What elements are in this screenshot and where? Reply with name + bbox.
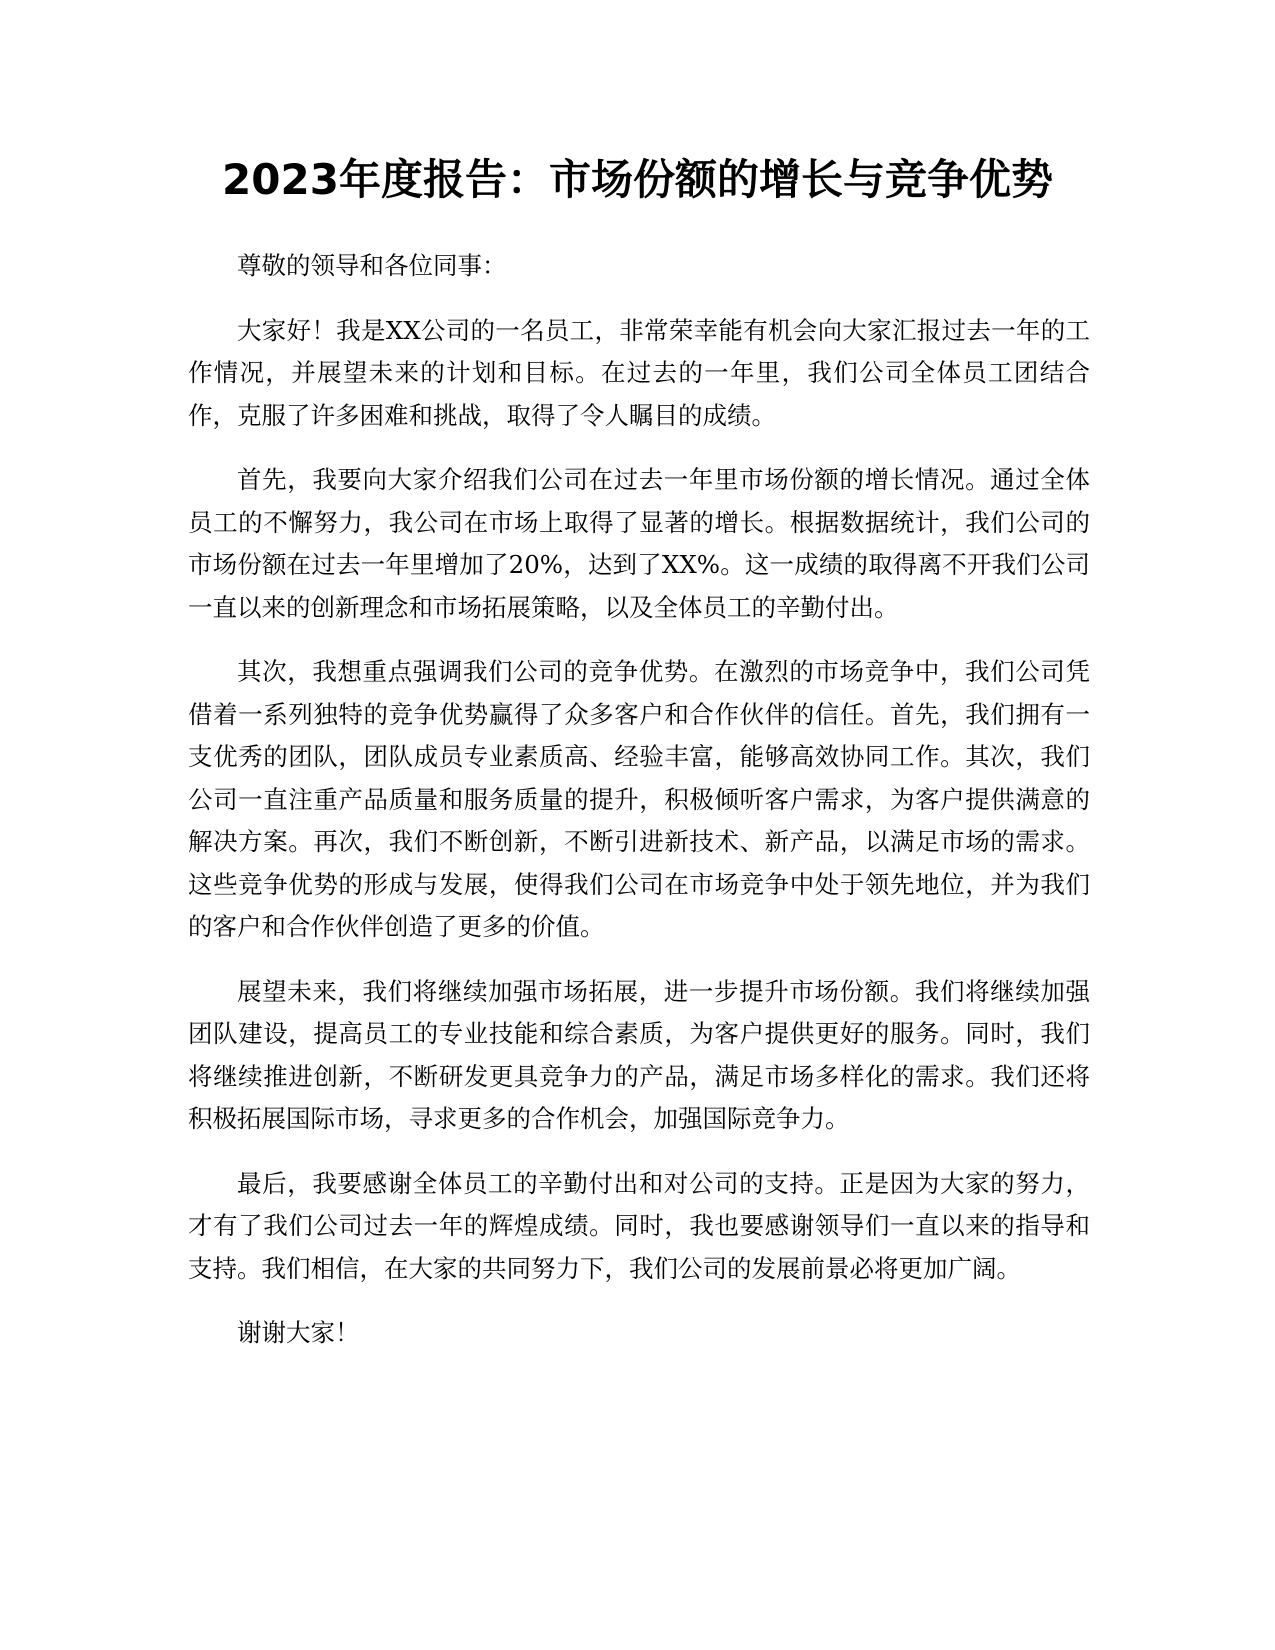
intro-paragraph: 大家好！我是XX公司的一名员工，非常荣幸能有机会向大家汇报过去一年的工作情况，并展望未来的计划和目标。在过去的一年里，我们公司全体员工团结合作，克服了许多困难和挑战，取得了令人瞩目的成绩。	[188, 315, 1090, 430]
outlook-paragraph: 展望未来，我们将继续加强市场拓展，进一步提升市场份额。我们将继续加强团队建设，提高员工的专业技能和综合素质，为客户提供更好的服务。同时，我们将继续推进创新，不断研发更具竞争力的产品，满足市场多样化的需求。我们还将积极拓展国际市场，寻求更多的合作机会，加强国际竞争力。	[188, 976, 1090, 1133]
thanks-paragraph: 最后，我要感谢全体员工的辛勤付出和对公司的支持。正是因为大家的努力，才有了我们公司过去一年的辉煌成绩。同时，我也要感谢领导们一直以来的指导和支持。我们相信，在大家的共同努力下，我们公司的发展前景必将更加广阔。	[188, 1168, 1090, 1283]
competitive-advantage-paragraph: 其次，我想重点强调我们公司的竞争优势。在激烈的市场竞争中，我们公司凭借着一系列独特的竞争优势赢得了众多客户和合作伙伴的信任。首先，我们拥有一支优秀的团队，团队成员专业素质高、经验丰富，能够高效协同工作。其次，我们公司一直注重产品质量和服务质量的提升，积极倾听客户需求，为客户提供满意的解决方案。再次，我们不断创新，不断引进新技术、新产品，以满足市场的需求。这些竞争优势的形成与发展，使得我们公司在市场竞争中处于领先地位，并为我们的客户和合作伙伴创造了更多的价值。	[188, 657, 1090, 941]
closing-paragraph: 谢谢大家！	[237, 1318, 360, 1347]
market-share-paragraph: 首先，我要向大家介绍我们公司在过去一年里市场份额的增长情况。通过全体员工的不懈努力，我公司在市场上取得了显著的增长。根据数据统计，我们公司的市场份额在过去一年里增加了20%，达到了XX%。这一成绩的取得离不开我们公司一直以来的创新理念和市场拓展策略，以及全体员工的辛勤付出。	[188, 465, 1090, 622]
salutation-paragraph: 尊敬的领导和各位同事：	[237, 251, 507, 280]
document-body	[188, 245, 1090, 1377]
document-title: 2023年度报告：市场份额的增长与竞争优势	[222, 155, 1053, 204]
